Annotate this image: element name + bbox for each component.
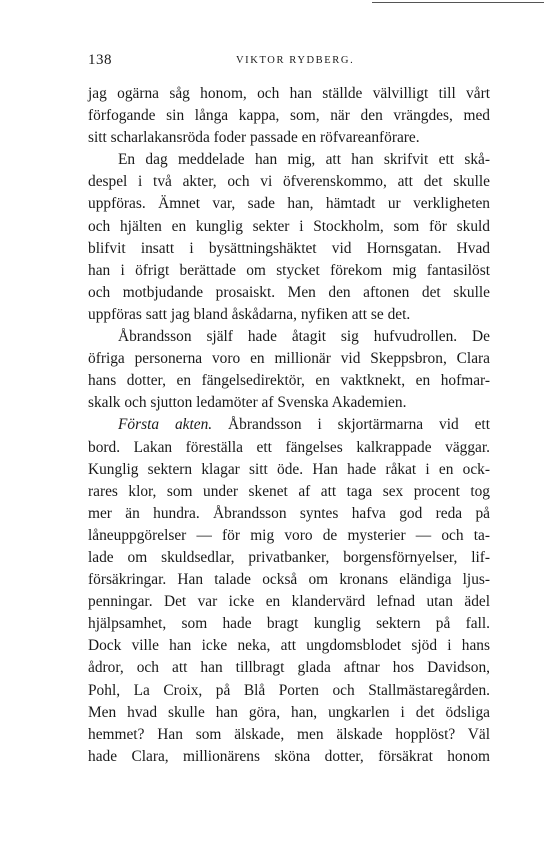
text-line	[88, 414, 490, 436]
text-line: och motbjudande prosaiskt. Men den aftonen det skulle	[88, 283, 490, 301]
page-header	[88, 52, 490, 72]
text-line: Pohl, La Croix, på Blå Porten och Stallmästaregården.	[88, 681, 490, 699]
text-line: jag ogärna såg honom, och han ställde välvilligt till vårt	[88, 85, 490, 102]
text-line: förfogande sin långa kappa, som, när den vrängdes, med	[88, 107, 490, 125]
text-line: hade Clara, millionärens sköna dotter, försäkrat honom	[88, 747, 490, 765]
text-line: Kunglig sektern klagar sitt öde. Han hade råkat i en ock-	[88, 460, 490, 478]
text-line: Dock ville han icke neka, att ungdomsblodet sjöd i hans	[88, 637, 490, 655]
text-line: uppföras. Ämnet var, sade han, hämtadt ur verkligheten	[88, 195, 490, 213]
running-head: VIKTOR RYDBERG.	[236, 55, 355, 66]
text-line: lade om skuldsedlar, privatbanker, borgensförnyelser, lif-	[88, 548, 490, 566]
body-text	[88, 83, 490, 768]
text-line: försäkringar. Han talade också om kronans eländiga ljus-	[88, 571, 490, 589]
text-line: han i öfrigt berättade om stycket förekom mig fantasilöst	[88, 261, 490, 279]
text-line: uppföras satt jag bland åskådarna, nyfiken att se det.	[88, 305, 411, 323]
text-line: Men hvad skulle han göra, han, ungkarlen i det ödsliga	[88, 703, 490, 721]
text-line: ådror, och att han tillbragt glada aftnar hos Davidson,	[88, 659, 490, 677]
text-line: mer än hundra. Åbrandsson syntes hafva god reda på	[88, 504, 490, 522]
text-line: blifvit insatt i bysättningshäktet vid Hornsgatan. Hvad	[88, 239, 490, 257]
text-line: hjälpsamhet, som hade bragt kunglig sektern på fall.	[88, 615, 490, 633]
text-line: Åbrandsson själf hade åtagit sig hufvudrollen. De	[118, 328, 490, 346]
italic-lead: Första akten.	[118, 416, 213, 434]
text-line: skalk och sjutton ledamöter af Svenska Akademien.	[88, 394, 407, 412]
top-rule	[372, 2, 544, 3]
text-line: rares klor, som under skenet af att taga sex procent tog	[88, 482, 490, 500]
text-line-rest: Åbrandsson i skjortärmarna vid ett	[228, 416, 490, 434]
text-line: låneuppgörelser — för mig voro de mysterier — och ta-	[88, 526, 490, 544]
text-line: öfriga personerna voro en millionär vid Skeppsbron, Clara	[88, 350, 490, 368]
text-line: sitt scharlakansröda foder passade en röfvareanförare.	[88, 129, 420, 147]
text-line: och hjälten en kunglig sekter i Stockholm, som för skuld	[88, 217, 490, 235]
text-line: bord. Lakan föreställa ett fängelses kalkrappade väggar.	[88, 438, 490, 456]
text-line: penningar. Det var icke en klandervärd lefnad utan ädel	[88, 593, 490, 611]
text-line: hemmet? Han som älskade, men älskade hopplöst? Väl	[88, 725, 490, 743]
text-line: despel i två akter, och vi öfverenskommo, att det skulle	[88, 173, 490, 191]
text-line: En dag meddelade han mig, att han skrifvit ett skå-	[118, 151, 490, 169]
text-line: hans dotter, en fängelsedirektör, en vaktknekt, en hofmar-	[88, 372, 490, 390]
page-number: 138	[88, 52, 112, 68]
